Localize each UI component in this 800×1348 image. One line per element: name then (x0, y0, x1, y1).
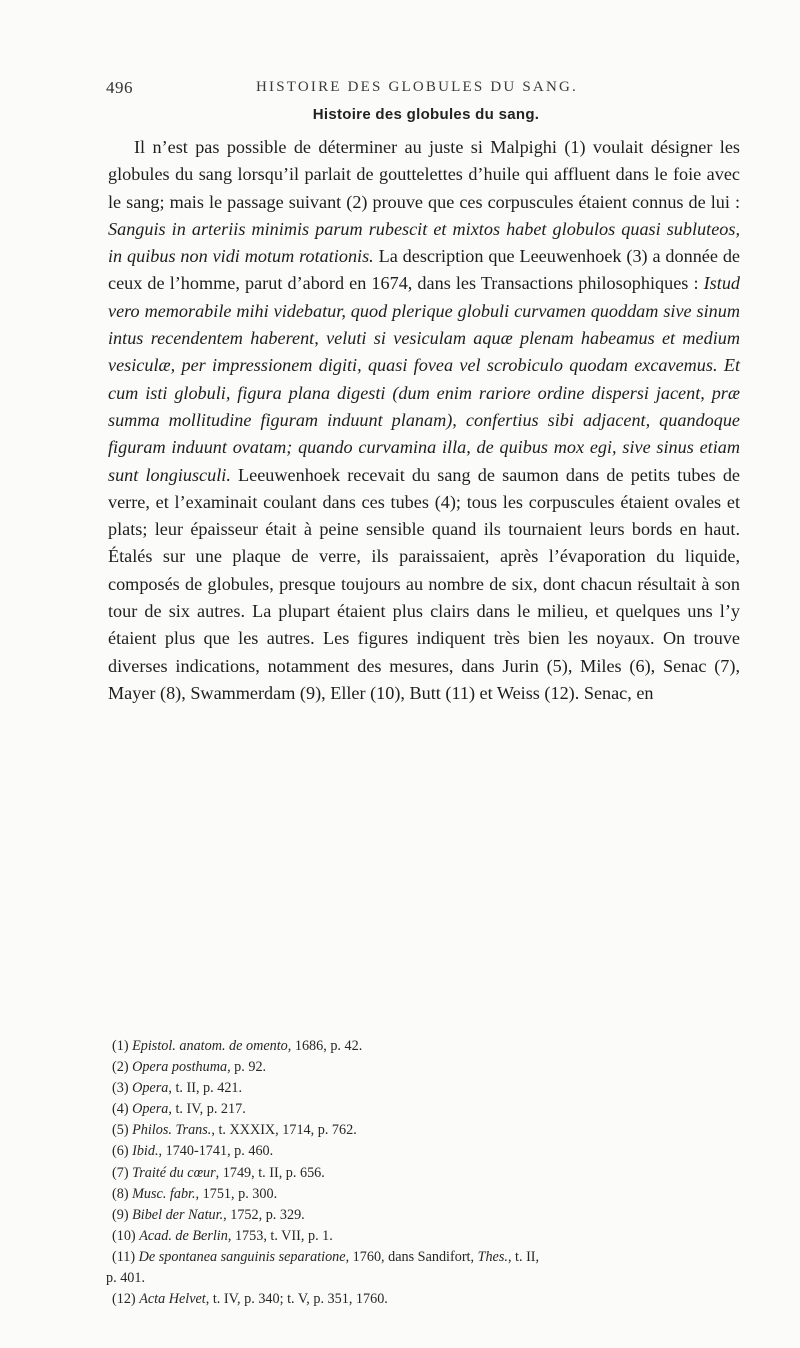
footnote-number: (1) (112, 1038, 129, 1054)
footnote-ref: , p. 92. (227, 1059, 267, 1076)
footnote (112, 1036, 740, 1057)
latin-quote-malpighi: Sanguis in arteriis minimis parum rubescit et mixtos habet globulos quasi subluteos, in quibus non vidi motum rotationis. (108, 218, 740, 267)
footnote-title: Philos. Trans. (132, 1122, 212, 1139)
footnote (112, 1057, 740, 1078)
footnote-number: (3) (112, 1080, 129, 1097)
footnote-title: Acta Helvet (139, 1291, 206, 1308)
footnote (112, 1141, 740, 1162)
footnote-title: Opera (132, 1080, 169, 1097)
footnote-title-secondary: Thes. (477, 1248, 508, 1265)
footnote-title: Epistol. anatom. de omento (132, 1038, 288, 1054)
page-header (106, 78, 746, 100)
footnote-ref: , 1752, p. 329. (223, 1206, 305, 1223)
footnote-ref: , 1740-1741, p. 460. (158, 1143, 274, 1160)
footnote-number: (7) (112, 1164, 129, 1181)
footnote-number: (12) (112, 1291, 136, 1308)
footnote-ref: , 1753, t. VII, p. 1. (227, 1227, 333, 1244)
footnote-number: (11) (112, 1248, 136, 1265)
footnote-ref: , t. II, p. 421. (168, 1080, 243, 1097)
footnote-number: (2) (112, 1059, 129, 1076)
footnote-title: Musc. fabr. (132, 1185, 196, 1202)
footnote-title: Opera posthuma (132, 1059, 228, 1076)
footnote-number: (10) (112, 1227, 136, 1244)
latin-quote-leeuwenhoek: Istud vero memorabile mihi videbatur, quod plerique globuli curvamen quoddam sive sinum intus recendentem haberent, veluti si vesiculam aquæ plenam habeamus et medium vesiculæ, per impressionem digiti, quasi fovea vel scrobiculo quodam excavemus. Et cum isti globuli, figura plana digesti (dum enim rariore ordine dispersi jacent, præ summa mollitudine figuram induunt planam), confertius sibi adjacent, quandoque figuram induunt ovatam; quando curvamina illa, de quibus mox egi, sive sinus etiam sunt longiusculi. (108, 273, 740, 485)
footnote-ref-secondary: , t. II, (507, 1248, 540, 1265)
footnote-title: Traité du cœur (132, 1164, 216, 1181)
footnote-title: Bibel der Natur. (132, 1206, 224, 1223)
footnotes-list (106, 1036, 740, 1310)
footnote-title: Ibid. (132, 1143, 159, 1160)
body-paragraph (108, 134, 740, 707)
footnote-ref: , 1751, p. 300. (195, 1185, 278, 1202)
footnote (112, 1120, 740, 1141)
footnote (112, 1289, 740, 1310)
body-text-leeuwenhoek: La description que Leeuwenhoek (3) a donnée de ceux de l’homme, parut d’abord en 1674, dans les Transactions philosophiques : (108, 246, 740, 294)
footnote-number: (4) (112, 1101, 129, 1118)
footnote-number: (5) (112, 1122, 129, 1139)
footnote-ref: , t. XXXIX, 1714, p. 762. (211, 1122, 357, 1139)
running-title: HISTOIRE DES GLOBULES DU SANG. (256, 79, 578, 95)
body-text-continuation: Leeuwenhoek recevait du sang de saumon dans de petits tubes de verre, et l’examinait coulant dans ces tubes (4); tous les corpuscules étaient ovales et plats; leur épaisseur était à peine sensible quand ils tournaient leurs bords en haut. Étalés sur une plaque de verre, ils paraissaient, après l’évaporation du liquide, composés de globules, presque toujours au nombre de six, dont chacun résultait à son tour de six autres. La plupart étaient plus clairs dans le milieu, et quelques uns l’y étaient plus que les autres. Les figures indiquent très bien les noyaux. On trouve diverses indications, notamment des mesures, dans Jurin (5), Miles (6), Senac (7), Mayer (8), Swammerdam (9), Eller (10), Butt (11) et Weiss (12). Senac, en (108, 464, 740, 703)
footnote (112, 1205, 740, 1226)
footnote-ref: , t. IV, p. 340; t. V, p. 351, 1760. (205, 1291, 388, 1308)
footnote-ref: , 1749, t. II, p. 656. (215, 1164, 325, 1181)
section-title: Histoire des globules du sang. (312, 106, 540, 123)
footnote-title: Opera (132, 1101, 169, 1118)
footnote-title: Acad. de Berlin (139, 1227, 228, 1244)
footnote-ref: , 1760, dans Sandifort, (345, 1248, 478, 1265)
footnote-continuation: p. 401. (106, 1270, 146, 1287)
footnote-number: (9) (112, 1206, 129, 1223)
footnote (112, 1099, 740, 1120)
page-number: 496 (106, 78, 133, 97)
footnote (112, 1184, 740, 1205)
footnote-number: (8) (112, 1185, 129, 1202)
footnote (106, 1247, 740, 1289)
footnote-ref: , t. IV, p. 217. (168, 1101, 246, 1118)
body-text-intro: Il n’est pas possible de déterminer au juste si Malpighi (1) voulait désigner les globules du sang lorsqu’il parlait de gouttelettes d’huile qui affluent dans le foie avec le sang; mais le passage suivant (2) prouve que ces corpuscules étaient connus de lui : (108, 137, 740, 212)
footnote-title: De spontanea sanguinis separatione (138, 1248, 346, 1265)
footnote (112, 1163, 740, 1184)
footnote (112, 1078, 740, 1099)
footnote (112, 1226, 740, 1247)
footnote-ref: , 1686, p. 42. (287, 1038, 363, 1054)
footnote-number: (6) (112, 1143, 129, 1160)
